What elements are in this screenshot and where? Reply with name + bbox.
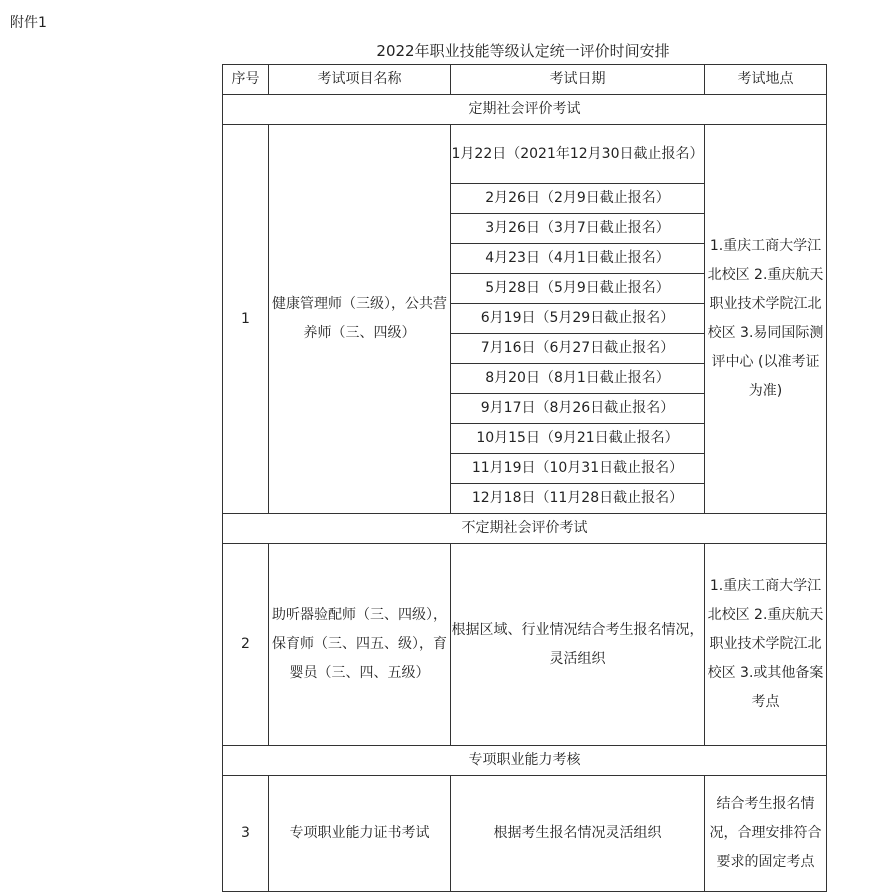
document-title: 2022年职业技能等级认定统一评价时间安排 [376, 42, 670, 60]
exam-location: 结合考生报名情况，合理安排符合要求的固定考点 [705, 776, 827, 892]
exam-location: 1.重庆工商大学江北校区 2.重庆航天职业技术学院江北校区 3.或其他备案考点 [705, 544, 827, 746]
exam-date: 5月28日（5月9日截止报名） [451, 274, 705, 304]
section-row [223, 746, 827, 776]
attachment-label: 附件1 [10, 15, 47, 31]
table-row [223, 776, 827, 892]
row-no: 3 [223, 776, 269, 892]
schedule-table [222, 64, 827, 892]
exam-date: 7月16日（6月27日截止报名） [451, 334, 705, 364]
section-row [223, 514, 827, 544]
exam-date: 2月26日（2月9日截止报名） [451, 184, 705, 214]
exam-location: 1.重庆工商大学江北校区 2.重庆航天职业技术学院江北校区 3.易同国际测评中心 (以准考证为准) [705, 125, 827, 514]
header-no: 序号 [223, 65, 269, 95]
exam-date: 9月17日（8月26日截止报名） [451, 394, 705, 424]
section-row [223, 95, 827, 125]
exam-date: 3月26日（3月7日截止报名） [451, 214, 705, 244]
section-title-regular: 定期社会评价考试 [223, 95, 827, 125]
section-title-special: 专项职业能力考核 [223, 746, 827, 776]
exam-date: 4月23日（4月1日截止报名） [451, 244, 705, 274]
exam-name: 健康管理师（三级），公共营养师（三、四级） [269, 125, 451, 514]
section-title-irregular: 不定期社会评价考试 [223, 514, 827, 544]
row-no: 1 [223, 125, 269, 514]
exam-date: 根据区域、行业情况结合考生报名情况，灵活组织 [451, 544, 705, 746]
row-no: 2 [223, 544, 269, 746]
exam-date: 1月22日（2021年12月30日截止报名） [451, 125, 705, 184]
header-row [223, 65, 827, 95]
exam-name: 专项职业能力证书考试 [269, 776, 451, 892]
exam-date: 8月20日（8月1日截止报名） [451, 364, 705, 394]
table-row [223, 544, 827, 746]
exam-date: 11月19日（10月31日截止报名） [451, 454, 705, 484]
header-location: 考试地点 [705, 65, 827, 95]
exam-date: 10月15日（9月21日截止报名） [451, 424, 705, 454]
exam-date: 6月19日（5月29日截止报名） [451, 304, 705, 334]
exam-date: 根据考生报名情况灵活组织 [451, 776, 705, 892]
table-row [223, 125, 827, 184]
exam-date: 12月18日（11月28日截止报名） [451, 484, 705, 514]
header-date: 考试日期 [451, 65, 705, 95]
exam-name: 助听器验配师（三、四级），保育师（三、四五、级），育婴员（三、四、五级） [269, 544, 451, 746]
header-name: 考试项目名称 [269, 65, 451, 95]
